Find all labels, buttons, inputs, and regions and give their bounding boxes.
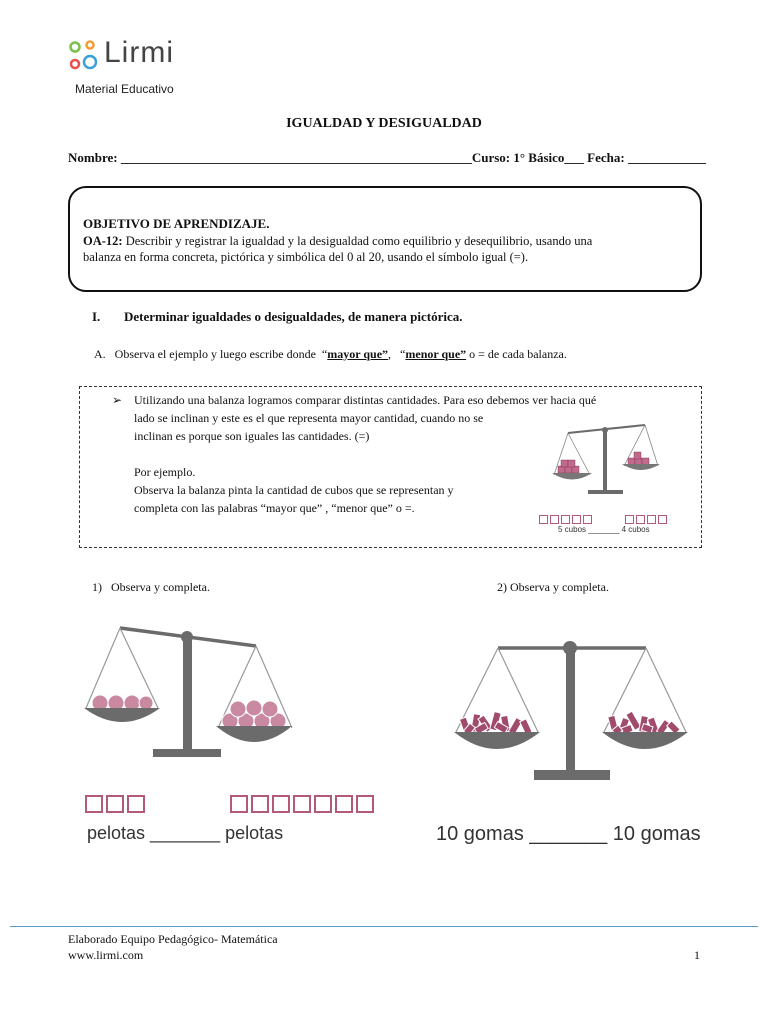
ball-box[interactable]	[335, 795, 353, 813]
objective-text-line1: Describir y registrar la igualdad y la desigualdad como equilibrio y desequilibrio, usando una	[122, 234, 593, 248]
example-line2: lado se inclinan y este es el que representa mayor cantidad, cuando no se	[134, 411, 484, 425]
example-balance-scale	[548, 420, 668, 500]
page-number: 1	[694, 948, 700, 962]
exercise-2-prompt	[497, 580, 609, 595]
cube-box[interactable]	[583, 515, 592, 524]
ball-box[interactable]	[127, 795, 145, 813]
example-label: 5 cubos _______ 4 cubos	[558, 525, 650, 534]
objective-text-line2: balanza en forma concreta, pictórica y simbólica del 0 al 20, usando el símbolo igual (=).	[83, 250, 529, 264]
cube-box[interactable]	[636, 515, 645, 524]
example-line5: Observa la balanza pinta la cantidad de cubos que se representan y	[134, 483, 454, 497]
exercise-1-boxes-left	[85, 795, 148, 818]
ball-box[interactable]	[106, 795, 124, 813]
example-line1: Utilizando una balanza logramos comparar distintas cantidades. Para eso debemos ver hacia qué	[134, 393, 597, 407]
exercise-2-text: Observa y completa.	[510, 580, 609, 594]
instruction-mayor: mayor que”	[327, 347, 389, 361]
footer-divider	[10, 926, 758, 927]
cube-box[interactable]	[572, 515, 581, 524]
ball-box[interactable]	[85, 795, 103, 813]
exercise-1-prompt	[92, 580, 210, 595]
exercise-2-balance-scale	[448, 636, 698, 786]
cube-box[interactable]	[625, 515, 634, 524]
objective-code: OA-12:	[83, 234, 123, 248]
cube-box[interactable]	[658, 515, 667, 524]
logo-wordmark: Lirmi	[104, 36, 174, 69]
exercise-2-number: 2)	[497, 580, 507, 594]
ball-box[interactable]	[356, 795, 374, 813]
ball-box[interactable]	[314, 795, 332, 813]
exercise-2-label: 10 gomas _______ 10 gomas	[436, 823, 701, 845]
ball-box[interactable]	[293, 795, 311, 813]
footer-text	[68, 931, 278, 963]
cube-box[interactable]	[539, 515, 548, 524]
cube-box[interactable]	[647, 515, 656, 524]
exercise-1-boxes-right	[230, 795, 377, 818]
cube-box[interactable]	[550, 515, 559, 524]
instruction-sep: , “	[388, 347, 406, 361]
ball-box[interactable]	[272, 795, 290, 813]
instruction-menor: menor que”	[405, 347, 467, 361]
page-title: IGUALDAD Y DESIGUALDAD	[286, 116, 482, 131]
exercise-1-number: 1)	[92, 580, 102, 594]
footer-credit: Elaborado Equipo Pedagógico- Matemática	[68, 932, 278, 946]
section-title: Determinar igualdades o desigualdades, de manera pictórica.	[124, 309, 463, 324]
exercise-1-balance-scale	[80, 622, 300, 762]
exercise-1-label: pelotas _______ pelotas	[87, 823, 284, 843]
logo-icon	[68, 40, 100, 74]
instruction-prefix: A. Observa el ejemplo y luego escribe donde “	[94, 347, 328, 361]
example-arrow-icon: ➢	[112, 393, 123, 407]
objective-text	[83, 233, 693, 265]
example-line3: inclinan es porque son iguales las cantidades. (=)	[134, 429, 370, 443]
exercise-1-text: Observa y completa.	[111, 580, 210, 594]
objective-box	[68, 186, 702, 292]
example-line4: Por ejemplo.	[134, 465, 196, 479]
cube-box[interactable]	[561, 515, 570, 524]
instruction-suffix: o = de cada balanza.	[466, 347, 567, 361]
ball-box[interactable]	[251, 795, 269, 813]
student-fields: Nombre: ______________________________________________________Curso: 1° Básico___ Fecha: ____________	[68, 150, 706, 165]
section-number: I.	[92, 309, 101, 324]
logo-subtitle: Material Educativo	[75, 82, 174, 96]
objective-heading: OBJETIVO DE APRENDIZAJE.	[83, 216, 270, 231]
logo	[68, 36, 188, 80]
ball-box[interactable]	[230, 795, 248, 813]
example-line6: completa con las palabras “mayor que” , “menor que” o =.	[134, 501, 415, 515]
instruction-a	[94, 347, 567, 362]
footer-website: www.lirmi.com	[68, 948, 144, 962]
